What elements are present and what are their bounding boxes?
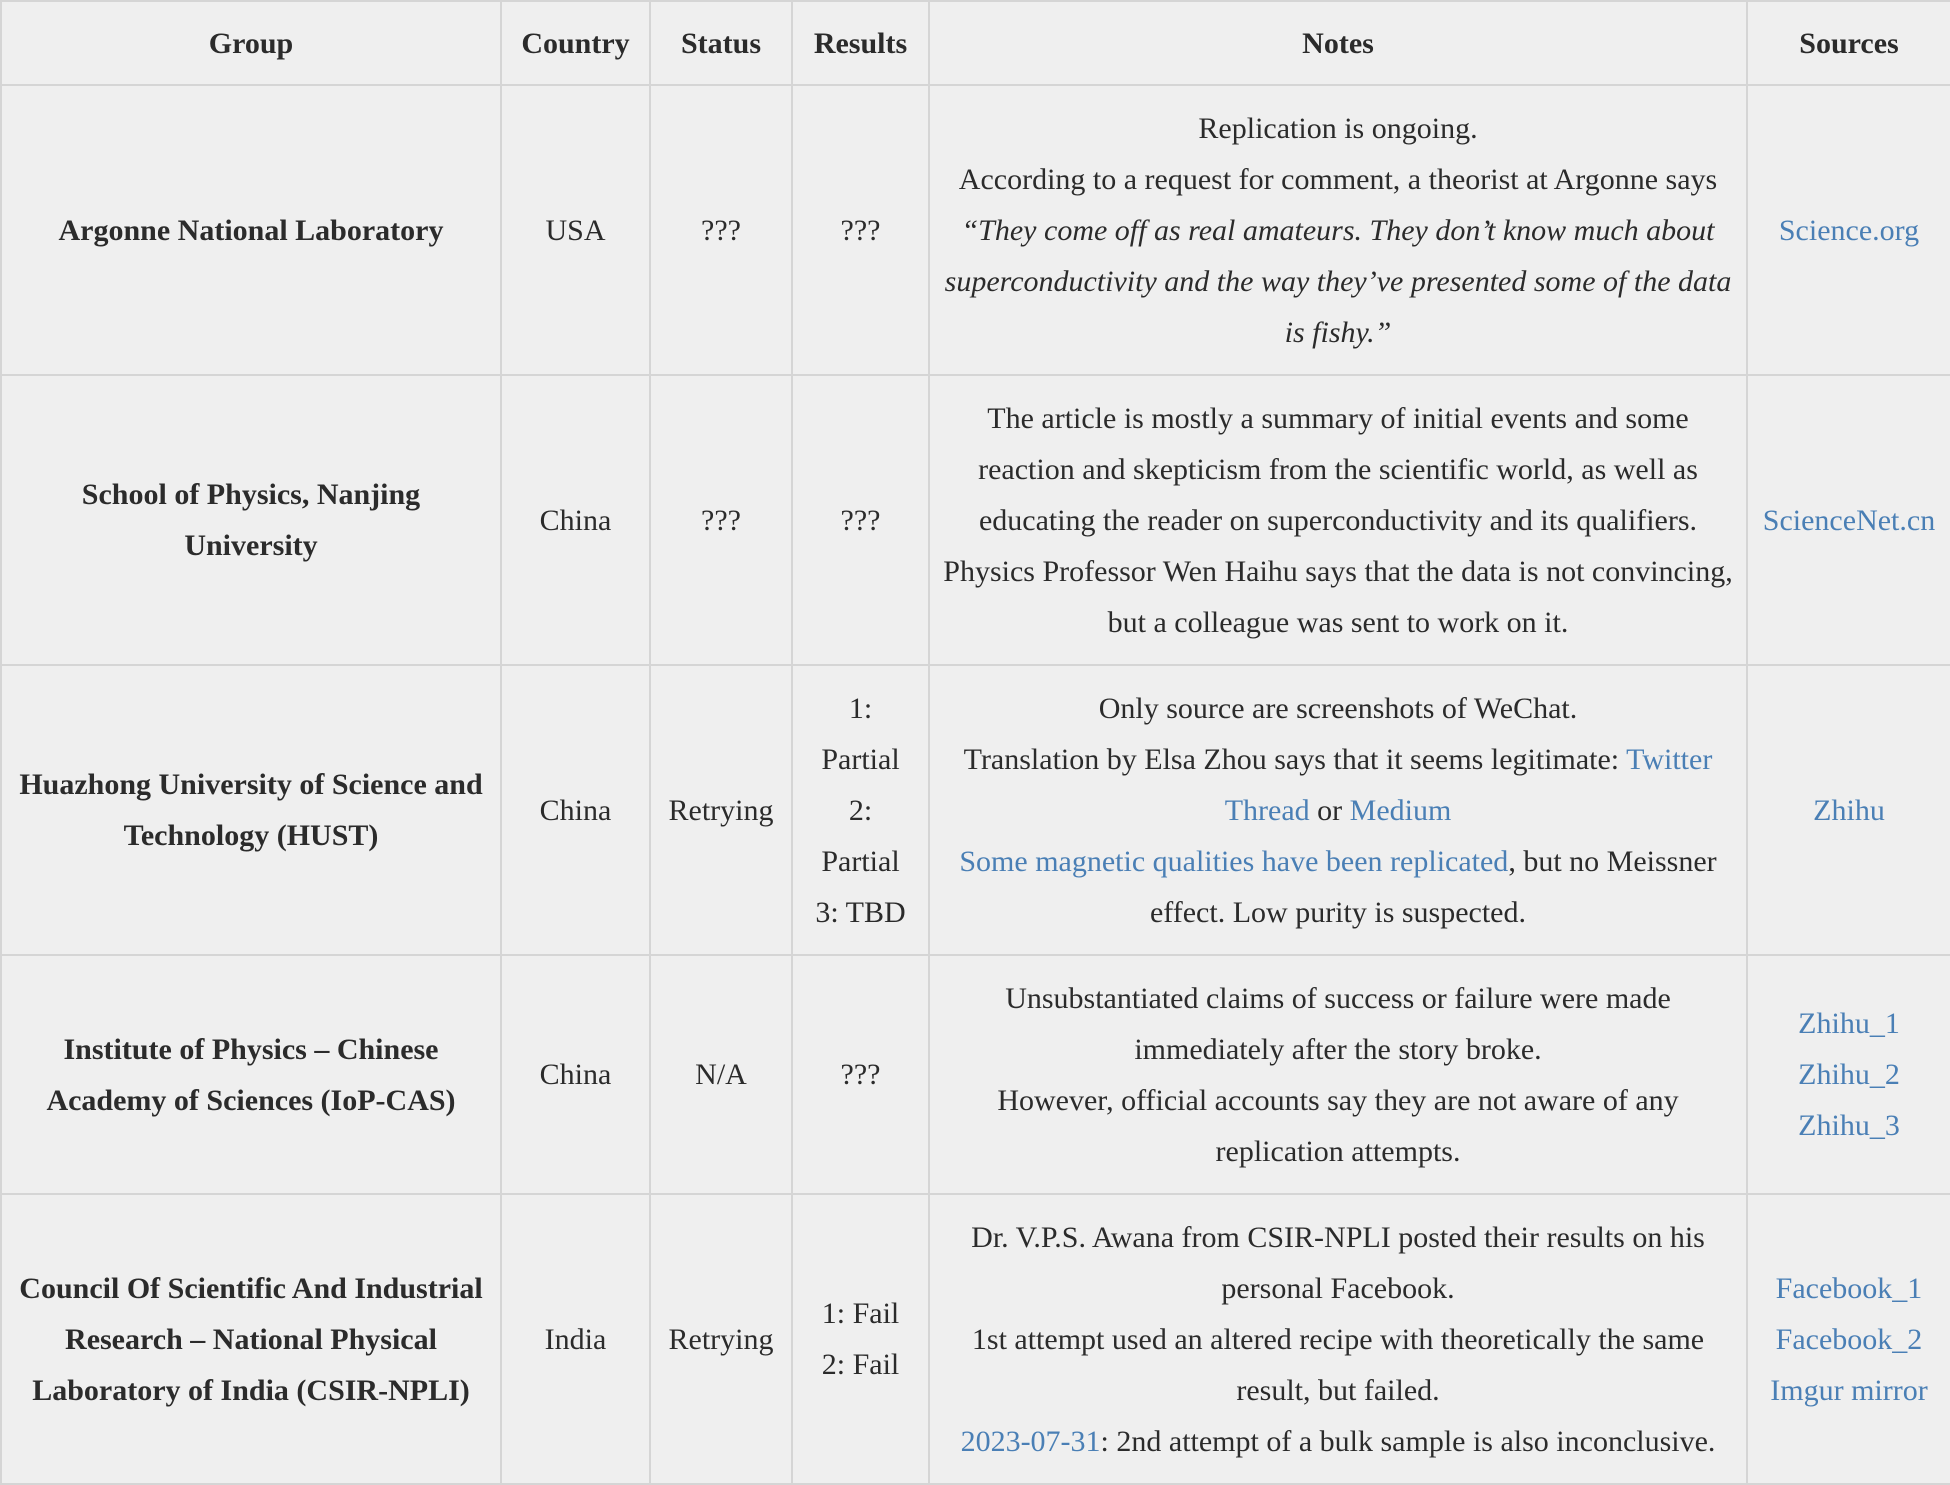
sources-cell [1747,665,1950,955]
status-cell: N/A [650,955,792,1194]
note-paragraph [940,734,1736,836]
note-text: Only source are screenshots of WeChat. [1098,691,1578,725]
note-text: Physics Professor Wen Haihu says that the data is not convincing, but a colleague was sent to work on it. [943,554,1733,639]
sources-cell [1747,955,1950,1194]
table-row [1,955,1950,1194]
header-notes: Notes [929,1,1747,85]
table-row [1,1194,1950,1484]
results-cell [792,85,929,375]
country-cell: China [501,665,650,955]
note-text: Unsubstantiated claims of success or failure were made immediately after the story broke. [1005,981,1671,1066]
note-text: However, official accounts say they are not aware of any replication attempts. [997,1083,1679,1168]
source-link[interactable]: ScienceNet.cn [1762,503,1936,537]
notes-cell [929,1194,1747,1484]
group-cell: School of Physics, Nanjing University [1,375,501,665]
note-text: According to a request for comment, a theorist at Argonne says [958,162,1718,196]
note-text: Dr. V.P.S. Awana from CSIR-NPLI posted their results on his personal Facebook. [971,1220,1705,1305]
header-sources: Sources [1747,1,1950,85]
results-cell [792,665,929,955]
header-group: Group [1,1,501,85]
source-link[interactable]: Zhihu_2 [1798,1058,1900,1091]
results-cell [792,1194,929,1484]
result-line: Partial [821,742,900,776]
result-line: 1: Fail [821,1297,900,1330]
status-cell: ??? [650,375,792,665]
status-cell: Retrying [650,665,792,955]
sources-cell [1747,375,1950,665]
note-text: , but no Meissner effect. Low purity is suspected. [1149,844,1717,929]
result-line: ??? [840,1058,881,1091]
note-text: : 2nd attempt of a bulk sample is also inconclusive. [1100,1424,1716,1458]
table-row [1,85,1950,375]
notes-cell [929,955,1747,1194]
table-row [1,375,1950,665]
results-cell [792,375,929,665]
result-line: ??? [840,503,881,537]
status-cell: ??? [650,85,792,375]
note-text: Translation by Elsa Zhou says that it seems legitimate: [963,742,1627,776]
note-paragraph [940,836,1736,938]
group-cell: Huazhong University of Science and Technology (HUST) [1,665,501,955]
group-cell: Institute of Physics – Chinese Academy of Sciences (IoP-CAS) [1,955,501,1194]
result-line: 2: [848,793,873,827]
source-link[interactable]: Facebook_1 [1775,1271,1923,1305]
group-cell: Council Of Scientific And Industrial Research – National Physical Laboratory of India (CSIR-NPLI) [1,1194,501,1484]
source-link[interactable]: Facebook_2 [1775,1322,1923,1356]
result-line: 2: Fail [821,1348,900,1381]
notes-cell [929,665,1747,955]
source-link[interactable]: Science.org [1778,213,1920,247]
magnetic-qualities-link[interactable]: Some magnetic qualities have been replicated [959,844,1509,878]
notes-cell [929,85,1747,375]
notes-cell [929,375,1747,665]
result-line: Partial [821,844,900,878]
country-cell: China [501,955,650,1194]
sources-cell [1747,1194,1950,1484]
note-text: or [1309,793,1350,827]
status-cell: Retrying [650,1194,792,1484]
source-link[interactable]: Zhihu [1813,793,1885,827]
source-link[interactable]: Zhihu_1 [1798,1007,1900,1040]
twitter-thread-link[interactable]: Twitter Thread [1224,742,1713,827]
result-line: 3: TBD [815,895,906,929]
results-cell [792,955,929,1194]
date-link[interactable]: 2023-07-31 [960,1424,1101,1458]
note-paragraph [940,1416,1736,1467]
sources-cell [1747,85,1950,375]
note-quote: “They come off as real amateurs. They don’t know much about superconductivity and the way they’ve presented some of the data is fishy.” [944,213,1732,349]
header-results: Results [792,1,929,85]
source-link[interactable]: Imgur mirror [1770,1373,1928,1407]
header-status: Status [650,1,792,85]
source-link[interactable]: Zhihu_3 [1798,1109,1900,1142]
note-text: 1st attempt used an altered recipe with theoretically the same result, but failed. [971,1322,1705,1407]
country-cell: China [501,375,650,665]
header-row [1,1,1950,85]
note-text: Replication is ongoing. [1198,111,1478,145]
group-cell: Argonne National Laboratory [1,85,501,375]
country-cell: India [501,1194,650,1484]
table-row [1,665,1950,955]
country-cell: USA [501,85,650,375]
result-line: ??? [840,213,881,247]
note-text: The article is mostly a summary of initial events and some reaction and skepticism from the scientific world, as well as educating the reader on superconductivity and its qualifiers. [978,401,1698,537]
result-line: 1: [848,691,873,725]
medium-link[interactable]: Medium [1349,793,1452,827]
header-country: Country [501,1,650,85]
